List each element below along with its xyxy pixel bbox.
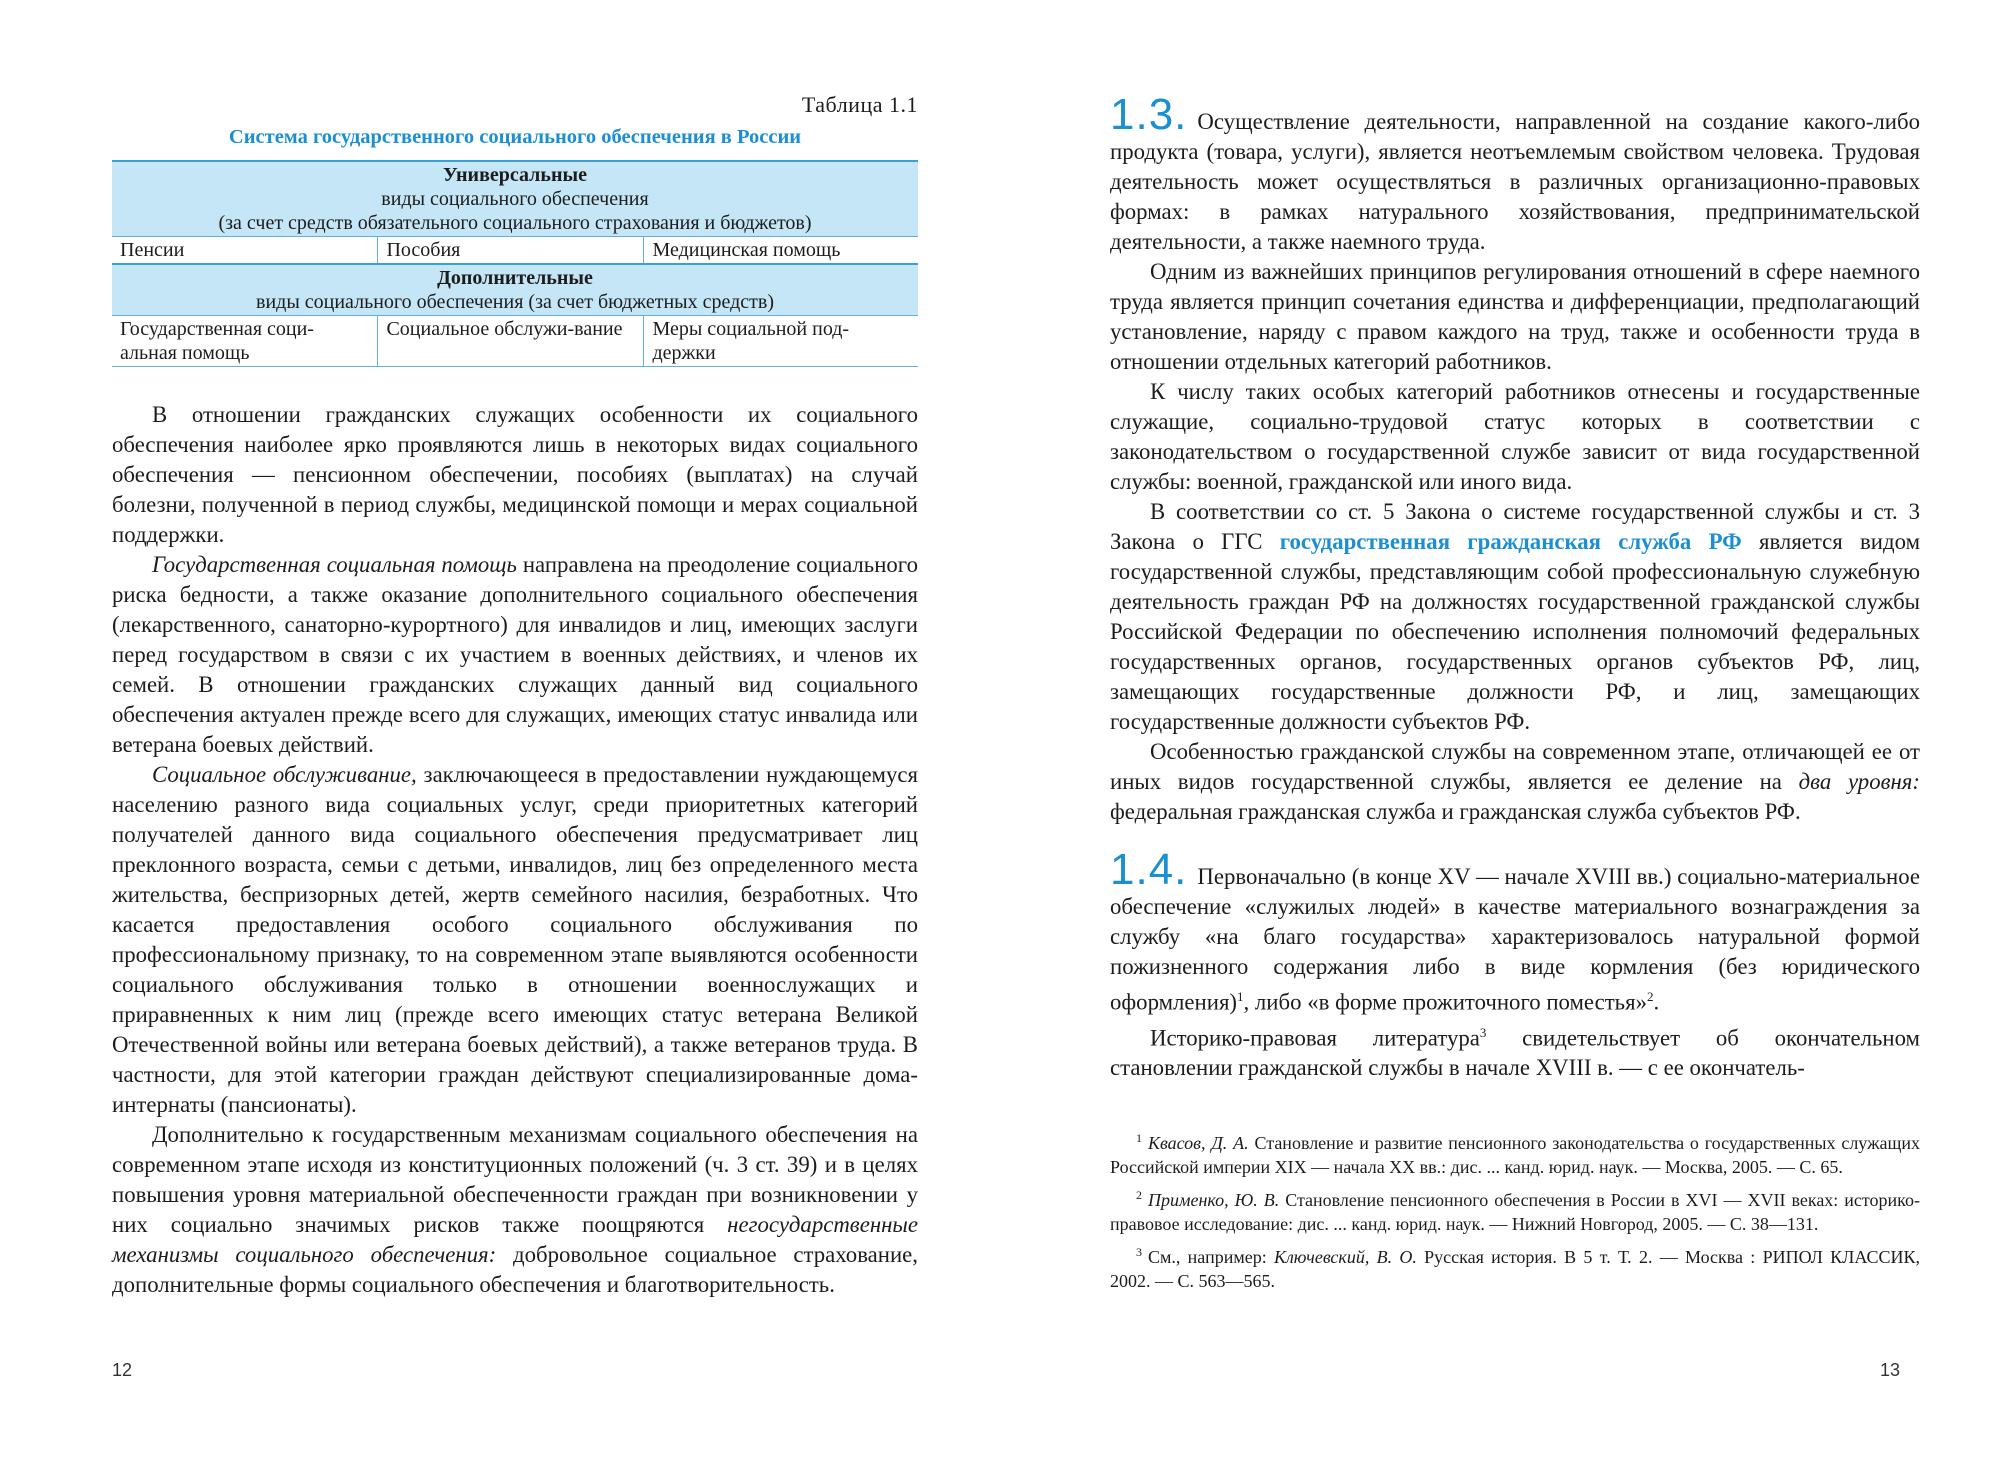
footnote-number: 1: [1136, 1131, 1142, 1145]
table-title: Система государственного социального обеспечения в России: [228, 126, 802, 148]
footnote: [1110, 1126, 1920, 1179]
footnote-author: Ключевский, В. О.: [1274, 1247, 1417, 1267]
footnote-number: 2: [1136, 1188, 1142, 1202]
paragraph-text: Осуществление деятельности, направленной на создание какого-либо продукта (товара, услуги), является неотъемлемым свойством человека. Трудовая деятельность может осуществляться в различных организационно-правовых формах: в рамках натурального хозяйствования, предпринимательской деятельности, а также наемного труда.: [1110, 109, 1920, 254]
highlighted-term: государственная гражданская служба РФ: [1279, 529, 1742, 554]
table-cell: Пособия: [378, 237, 644, 265]
table-cell: Пенсии: [112, 237, 378, 265]
section-gap: [1110, 827, 1920, 855]
paragraph-text: Одним из важнейших принципов регулирования отношений в сфере наемного труда является принцип сочетания единства и дифференциации, предполагающий установление, наряду с правом каждого на труд, также и особенности труда в отношении отдельных категорий работников.: [1110, 259, 1920, 374]
paragraph: [112, 550, 918, 760]
table-band-additional: [112, 264, 918, 316]
footnote: [1110, 1240, 1920, 1293]
left-body-text: [112, 400, 918, 1300]
paragraph-text: добровольное социальное страхование, дополнительные формы социального обеспечения и благотворительность.: [112, 1242, 918, 1297]
right-page: [1000, 0, 2000, 1461]
paragraph-text: Первоначально (в конце XV — начале XVIII вв.) социально-материальное обеспечение «служилых людей» в качестве материального вознаграждения за службу «на благо государства» характеризовалось натуральной формой пожизненного содержания либо в виде кормления (без юридического оформления): [1110, 864, 1920, 1015]
footnote-prefix: См., например:: [1148, 1247, 1274, 1267]
paragraph-text: Дополнительно к государственным механизмам социального обеспечения на современном этапе исходя из конституционных положений (ч. 3 ст. 39) и в целях повышения уровня материальной обеспеченности граждан при возникновении у них социально значимых рисков также поощряются: [112, 1122, 918, 1237]
footnote-ref[interactable]: 2: [1646, 989, 1654, 1004]
table-row: [112, 237, 918, 265]
paragraph-text: Историко-правовая литература: [1150, 1025, 1480, 1051]
footnote-number: 3: [1136, 1245, 1142, 1259]
table-cell: Медицинская помощь: [644, 237, 918, 265]
term-emphasis: Социальное обслуживание,: [152, 762, 417, 787]
paragraph: [1110, 90, 1920, 257]
footnote-text: Становление пенсионного обеспечения в России в XVI — XVII веках: историко-правовое исследование: дис. ... канд. юрид. наук. — Нижний Новгород, 2005. — С. 38—131.: [1110, 1190, 1921, 1234]
term-emphasis: два уровня:: [1798, 769, 1920, 794]
paragraph-text: В соответствии со ст. 5 Закона о системе государственной службы и ст. 3 Закона о ГГС: [1110, 499, 1920, 554]
footnote: [1110, 1183, 1920, 1236]
table-cell: Социальное обслужи-вание: [378, 316, 644, 367]
band-heading: Универсальные: [443, 164, 587, 186]
page-number-left: 12: [112, 1360, 133, 1380]
table-cell: Государственная соци-альная помощь: [112, 316, 378, 367]
paragraph: [1110, 377, 1920, 497]
social-security-table: [112, 160, 918, 367]
paragraph-text: В отношении гражданских служащих особенности их социального обеспечения наиболее ярко проявляются лишь в некоторых видах социального обеспечения — пенсионном обеспечении, пособиях (выплатах) на случай болезни, полученной в период службы, медицинской помощи и мерах социальной поддержки.: [112, 402, 918, 547]
paragraph-text: К числу таких особых категорий работников отнесены и государственные служащие, социально-трудовой статус которых в соответствии с законодательством о государственной службе зависит от вида государственной службы: военной, гражданской или иного вида.: [1110, 379, 1920, 494]
footnote-ref[interactable]: 3: [1479, 1024, 1487, 1040]
paragraph: [1110, 257, 1920, 377]
footnote-author: Применко, Ю. В.: [1148, 1190, 1280, 1210]
band-line: (за счет средств обязательного социального страхования и бюджетов): [218, 212, 812, 234]
section-number: 1.4.: [1110, 845, 1188, 894]
paragraph-text: заключающееся в предоставлении нуждающемуся населению разного вида социальных услуг, среди приоритетных категорий получателей данного вида социального обеспечения предусматривает лиц преклонного возраста, семьи с детьми, инвалидов, лиц без определенного места жительства, беспризорных детей, жертв семейного насилия, безработных. Что касается предоставления особого социального обслуживания по профессиональному признаку, то на современном этапе выявляются особенности социального обслуживания только в отношении военнослужащих и приравненных к ним лиц (прежде всего имеющих статус ветерана Великой Отечественной войны или ветерана боевых действий), а также ветеранов труда. В частности, для этой категории граждан действуют специализированные дома-интернаты (пансионаты).: [112, 762, 918, 1117]
paragraph: [1110, 845, 1920, 1018]
paragraph-text: федеральная гражданская служба и гражданская служба субъектов РФ.: [1110, 799, 1801, 824]
table-row: [112, 316, 918, 367]
paragraph-text: Особенностью гражданской службы на современном этапе, отличающей ее от иных видов государственной службы, является ее деление на: [1110, 739, 1920, 794]
section-number: 1.3.: [1110, 90, 1188, 139]
table-band-universal: [112, 161, 918, 237]
footnote-text: Становление и развитие пенсионного законодательства о государственных служащих Российской империи XIX — начала XX вв.: дис. ... канд. юрид. наук. — Москва, 2005. — С. 65.: [1110, 1133, 1920, 1177]
page-number-right: 13: [1880, 1360, 1901, 1380]
table-cell: Меры социальной под-держки: [644, 316, 918, 367]
paragraph-text: свидетельствует об окончательном становлении гражданской службы в начале XVIII в. — с ее окончатель-: [1110, 1025, 1920, 1081]
band-line: виды социального обеспечения: [381, 188, 649, 210]
paragraph-text: является видом государственной службы, представляющим собой профессиональную служебную деятельность граждан РФ на должностях государственной гражданской службы Российской Федерации по обеспечению исполнения полномочий федеральных государственных органов, государственных органов субъектов РФ, лиц, замещающих государственные должности РФ, и лиц, замещающих государственные должности субъектов РФ.: [1110, 529, 1921, 734]
paragraph-text: , либо «в форме прожиточного поместья»: [1243, 989, 1647, 1015]
band-line: виды социального обеспечения (за счет бюджетных средств): [256, 291, 774, 313]
band-heading: Дополнительные: [437, 267, 593, 289]
footnotes: [1110, 1126, 1920, 1297]
paragraph: [112, 1120, 918, 1300]
footnote-text: Русская история. В 5 т. Т. 2. — Москва : РИПОЛ КЛАССИК, 2002. — С. 563—565.: [1110, 1247, 1920, 1291]
paragraph: [1110, 1018, 1920, 1084]
footnote-author: Квасов, Д. А.: [1148, 1133, 1249, 1153]
term-emphasis: Государственная социальная помощь: [152, 552, 517, 577]
term-emphasis: негосударственные механизмы социального обеспечения:: [112, 1212, 918, 1267]
footnote-ref[interactable]: 1: [1237, 989, 1244, 1004]
table-band-cell: [112, 264, 918, 316]
right-body-text: [1110, 90, 1921, 1083]
table-band-cell: [112, 161, 918, 237]
paragraph-text: .: [1653, 989, 1660, 1015]
paragraph: [1110, 737, 1920, 827]
paragraph: [112, 760, 918, 1120]
paragraph-text: направлена на преодоление социального риска бедности, а также оказание дополнительного социального обеспечения (лекарственного, санаторно-курортного) для инвалидов и лиц, имеющих заслуги перед государством в связи с их участием в военных действиях, и членов их семей. В отношении гражданских служащих данный вид социального обеспечения актуален прежде всего для служащих, имеющих статус инвалида или ветерана боевых действий.: [112, 552, 918, 757]
table-caption: Таблица 1.1: [801, 92, 918, 117]
paragraph: [112, 400, 918, 550]
paragraph: [1110, 497, 1920, 737]
